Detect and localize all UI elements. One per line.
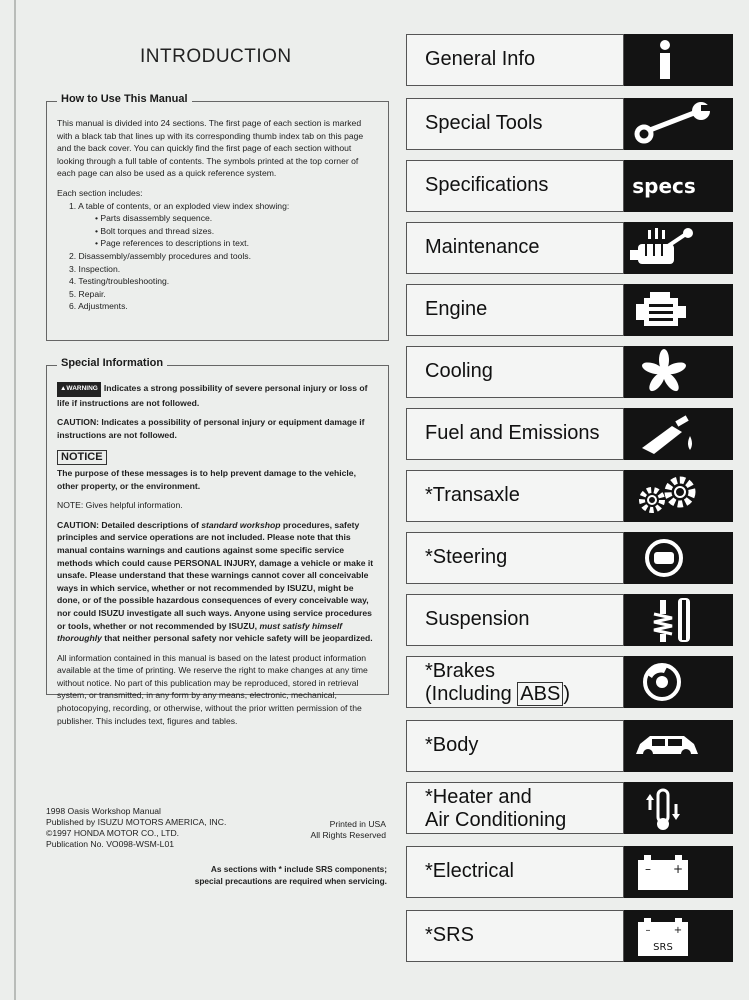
srs-note: As sections with * include SRS components; special precautions are required when servicing. — [194, 864, 387, 886]
tab-label: Suspension — [425, 608, 530, 630]
notice-paragraph: The purpose of these messages is to help prevent damage to the vehicle, other property, or the environment. — [57, 467, 356, 491]
disclaimer-paragraph: All information contained in this manual is based on the latest product information available at the time of printing. We reserve the right to make changes at any time without notice. No part of this publication may be reproduced, stored in retrieval system, or transmitted, in any form by any means, electronic, mechanical, photocopying, recording, or otherwise, without the prior written permission of the publisher. This includes text, figures and tables. — [57, 652, 368, 726]
svg-text:specs: specs — [632, 174, 696, 198]
tab-label: *Brakes (Including ABS ) — [425, 660, 570, 705]
battery-icon — [624, 846, 733, 898]
shock-absorber-icon — [624, 594, 733, 646]
sub-list — [69, 212, 378, 250]
tab-label: Fuel and Emissions — [425, 422, 600, 444]
tab-label: Engine — [425, 298, 488, 320]
brake-disc-icon — [624, 656, 733, 708]
list-item: • Parts disassembly sequence. — [95, 213, 213, 224]
how-to-use-box — [46, 93, 389, 341]
tab-engine[interactable] — [406, 284, 733, 336]
tab-label: General Info — [425, 48, 536, 70]
list-item: 6. Adjustments. — [69, 301, 128, 312]
how-to-use-heading: How to Use This Manual — [57, 93, 192, 105]
tab-body[interactable] — [406, 720, 733, 772]
tab-label: *Steering — [425, 546, 508, 568]
wrench-icon — [624, 98, 733, 150]
section-includes-list — [57, 200, 378, 313]
special-info-box — [46, 357, 389, 726]
page-fold — [14, 0, 16, 1000]
print-info: Printed in USA All Rights Reserved — [310, 819, 386, 840]
page-title: INTRODUCTION — [140, 46, 292, 67]
how-to-use-intro: This manual is divided into 24 sections. The first page of each section is marked with a black tab that lines up with its corresponding thumb index tab on this page and the back cover. You can quickly find the first page of each section without looking through a full table of contents. The symbols printed at the top corner of each page can also be used as a quick reference system. — [57, 118, 364, 179]
specs-icon — [624, 160, 733, 212]
caution-paragraph: CAUTION: Indicates a possibility of personal injury or equipment damage if instructions are not followed. — [57, 417, 365, 440]
how-to-use-body — [57, 117, 378, 313]
gears-icon — [624, 470, 733, 522]
list-item: 4. Testing/troubleshooting. — [69, 276, 170, 287]
warning-badge: ▲WARNING — [57, 382, 101, 397]
svg-text:–: – — [645, 925, 651, 936]
thermometer-icon — [624, 782, 733, 834]
tab-label: Cooling — [425, 360, 493, 382]
tab-heater-and-air-conditioning[interactable] — [406, 782, 733, 834]
tab-steering[interactable] — [406, 532, 733, 584]
tab-fuel-and-emissions[interactable] — [406, 408, 733, 460]
tab-label: Special Tools — [425, 112, 543, 134]
maintenance-hand-icon — [624, 222, 733, 274]
tab-transaxle[interactable] — [406, 470, 733, 522]
fan-icon — [624, 346, 733, 398]
tab-label: Maintenance — [425, 236, 540, 258]
special-info-body — [57, 382, 378, 734]
list-item: 5. Repair. — [69, 288, 106, 299]
svg-text:+: + — [672, 862, 684, 876]
list-item: • Page references to descriptions in text. — [95, 238, 249, 249]
note-paragraph: NOTE: Gives helpful information. — [57, 500, 183, 511]
tab-srs[interactable] — [406, 910, 733, 962]
tab-cooling[interactable] — [406, 346, 733, 398]
tab-electrical[interactable] — [406, 846, 733, 898]
includes-label: Each section includes: — [57, 187, 143, 198]
warning-paragraph: ▲WARNING Indicates a strong possibility of severe personal injury or loss of life if instructions are not followed. — [57, 383, 368, 408]
svg-text:SRS: SRS — [653, 942, 673, 953]
publication-info: 1998 Oasis Workshop Manual Published by ISUZU MOTORS AMERICA, INC. ©1997 HONDA MOTOR CO., LTD. Publication No. VO098-WSM-L01 — [46, 806, 227, 849]
abs-label: ABS — [517, 682, 563, 706]
tab-specifications[interactable] — [406, 160, 733, 212]
tab-label: Specifications — [425, 174, 549, 196]
tab-general-info[interactable] — [406, 34, 733, 86]
tab-suspension[interactable] — [406, 594, 733, 646]
tab-brakes[interactable] — [406, 656, 733, 708]
tab-label: *SRS — [425, 924, 474, 946]
tab-label: *Electrical — [425, 860, 514, 882]
list-item: 2. Disassembly/assembly procedures and tools. — [69, 250, 251, 261]
list-item: • Bolt torques and thread sizes. — [95, 225, 215, 236]
engine-icon — [624, 284, 733, 336]
svg-text:+: + — [673, 925, 683, 936]
steering-wheel-icon — [624, 532, 733, 584]
special-info-heading: Special Information — [57, 357, 167, 369]
info-icon — [624, 34, 733, 86]
svg-text:–: – — [645, 862, 651, 876]
caution-long-paragraph: CAUTION: Detailed descriptions of standard workshop procedures, safety principles and service operations are not included. Please note that this manual contains warnings and cautions against some specific service methods which could cause PERSONAL INJURY, damage a vehicle or make it unsafe. Please understand that these warnings cannot cover all conceivable ways in which service, whether or not recommended by ISUZU, might be done, or of the possible hazardous consequences of every conceivable way, nor could ISUZU investigate all such ways. Anyone using service procedures or tools, whether or not recommended by ISUZU, must satisfy himself thoroughly that neither personal safety nor vehicle safety will be jeopardized. — [57, 519, 374, 644]
tab-label: *Transaxle — [425, 484, 520, 506]
list-item: 3. Inspection. — [69, 263, 121, 274]
fuel-nozzle-icon — [624, 408, 733, 460]
tab-label: *Heater and Air Conditioning — [425, 786, 567, 831]
list-item: 1. A table of contents, or an exploded view index showing: • Parts disassembly sequence. • Bolt torques and thread sizes. • Page references to descriptions in text. — [69, 200, 378, 250]
tab-special-tools[interactable] — [406, 98, 733, 150]
tab-maintenance[interactable] — [406, 222, 733, 274]
tab-label: *Body — [425, 734, 479, 756]
srs-module-icon — [624, 910, 733, 962]
car-body-icon — [624, 720, 733, 772]
notice-badge: NOTICE — [57, 450, 107, 465]
